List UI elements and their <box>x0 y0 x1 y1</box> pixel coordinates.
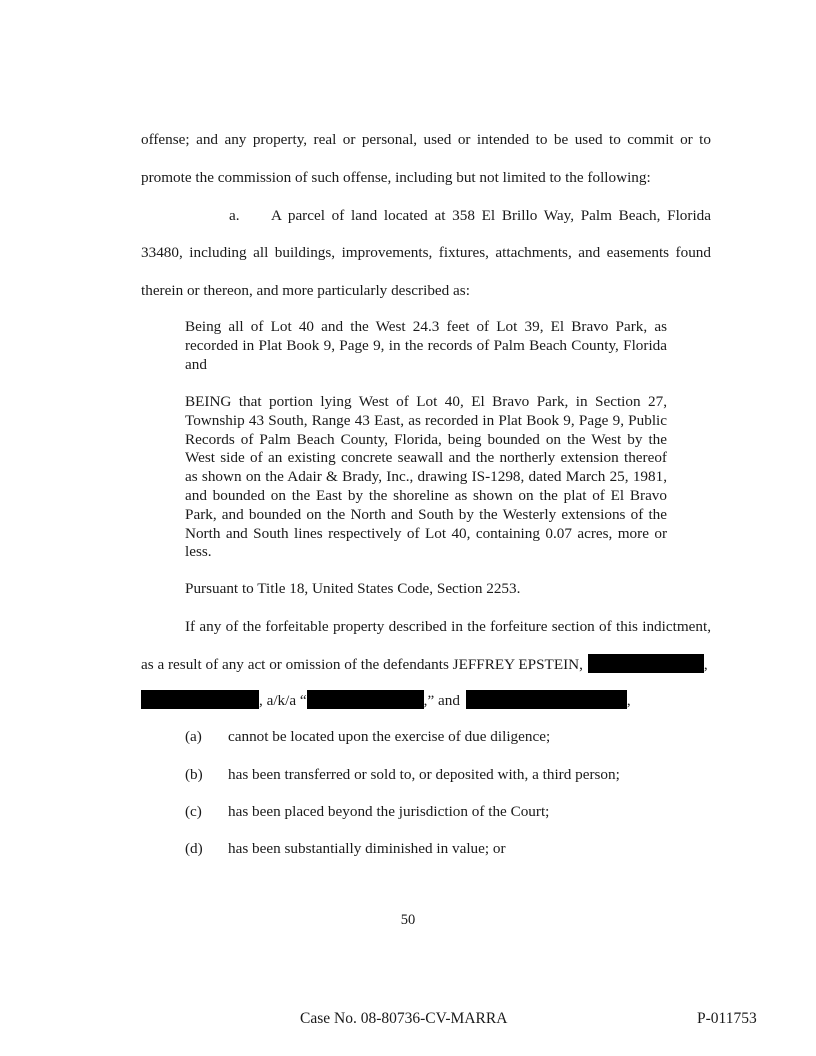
body-line: promote the commission of such offense, including but not limited to the following: <box>141 169 651 186</box>
substitute-line <box>141 690 631 710</box>
redaction-box <box>141 690 259 709</box>
comma: , <box>626 692 631 709</box>
condition-text: has been placed beyond the jurisdiction of the Court; <box>228 803 550 820</box>
condition-text: cannot be located upon the exercise of due diligence; <box>228 728 551 745</box>
pursuant-statute: Pursuant to Title 18, United States Code, Section 2253. <box>185 580 521 597</box>
condition-text: has been transferred or sold to, or deposited with, a third person; <box>228 766 620 783</box>
page-number: 50 <box>400 912 416 928</box>
defendants-text: as a result of any act or omission of the defendants JEFFREY EPSTEIN, <box>141 656 583 673</box>
redaction-box <box>466 690 627 709</box>
legal-description-para2: BEING that portion lying West of Lot 40, El Bravo Park, in Section 27, Township 43 South, Range 43 East, as recorded in Plat Book 9, Page 9, Public Records of Palm Beach County, Florida, being bounded on the West by the West side of an existing concrete seawall and the northerly extension thereof as shown on the Adair & Brady, Inc., drawing IS-1298, dated March 25, 1981, and bounded on the East by the shoreline as shown on the plat of El Bravo Park, and bounded on the North and South by the Westerly extensions of the North and South lines respectively of Lot 40, containing 0.07 acres, more or less. <box>185 393 667 561</box>
and-text: ,” and <box>423 692 460 709</box>
condition-text: has been substantially diminished in value; or <box>228 840 506 857</box>
condition-label: (c) <box>185 803 202 820</box>
footer-document-id: P-011753 <box>697 1010 757 1027</box>
redaction-box <box>588 654 704 673</box>
aka-text: , a/k/a “ <box>259 692 307 709</box>
comma: , <box>703 656 708 673</box>
legal-description-para1: Being all of Lot 40 and the West 24.3 feet of Lot 39, El Bravo Park, as recorded in Plat Book 9, Page 9, in the records of Palm Beach County, Florida and <box>185 318 667 373</box>
redaction-box <box>307 690 424 709</box>
item-a-line: A parcel of land located at 358 El Brillo Way, Palm Beach, Florida <box>271 207 711 224</box>
condition-label: (a) <box>185 728 202 745</box>
condition-label: (b) <box>185 766 203 783</box>
substitute-line: If any of the forfeitable property described in the forfeiture section of this indictment, <box>185 618 711 635</box>
footer-case-number: Case No. 08-80736-CV-MARRA <box>300 1010 508 1027</box>
body-line: offense; and any property, real or personal, used or intended to be used to commit or to <box>141 131 711 148</box>
condition-label: (d) <box>185 840 203 857</box>
substitute-line <box>141 654 708 674</box>
item-a-line: 33480, including all buildings, improvements, fixtures, attachments, and easements found <box>141 244 711 261</box>
item-a-marker: a. <box>229 207 240 224</box>
item-a-line: therein or thereon, and more particularly described as: <box>141 282 470 299</box>
